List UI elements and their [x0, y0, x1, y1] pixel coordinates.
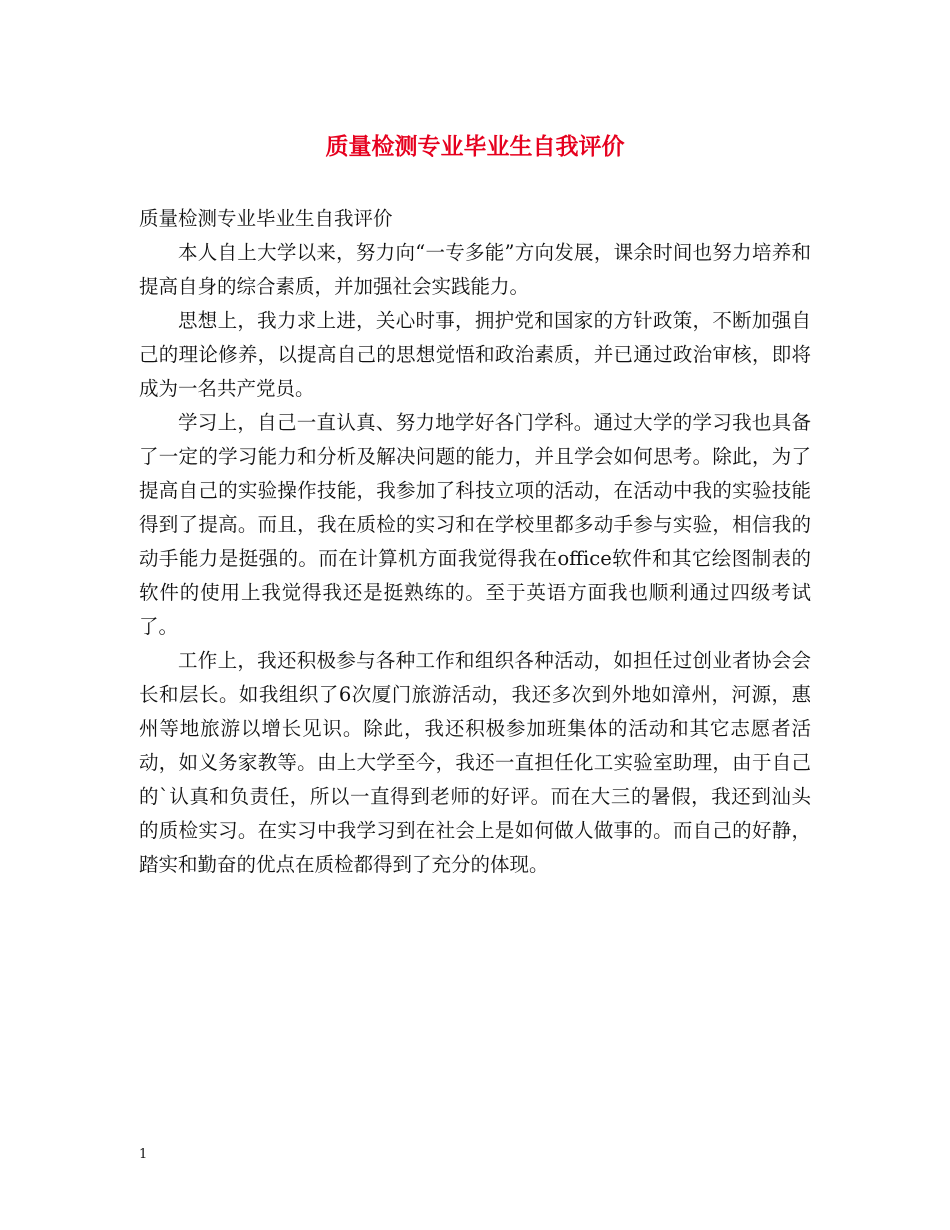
paragraph-thought: 思想上，我力求上进，关心时事，拥护党和国家的方针政策，不断加强自己的理论修养，以提高自己的思想觉悟和政治素质，并已通过政治审核，即将成为一名共产党员。	[139, 309, 811, 400]
page-title: 质量检测专业毕业生自我评价	[325, 134, 625, 160]
document-subtitle: 质量检测专业毕业生自我评价	[139, 207, 393, 230]
paragraph-intro: 本人自上大学以来，努力向“一专多能”方向发展，课余时间也努力培养和提高自身的综合素质，并加强社会实践能力。	[139, 241, 811, 298]
paragraph-study: 学习上，自己一直认真、努力地学好各门学科。通过大学的学习我也具备了一定的学习能力和分析及解决问题的能力，并且学会如何思考。除此，为了提高自己的实验操作技能，我参加了科技立项的活动，在活动中我的实验技能得到了提高。而且，我在质检的实习和在学校里都多动手参与实验，相信我的动手能力是挺强的。而在计算机方面我觉得我在office软件和其它绘图制表的软件的使用上我觉得我还是挺熟练的。至于英语方面我也顺利通过四级考试了。	[139, 411, 811, 638]
paragraph-work: 工作上，我还积极参与各种工作和组织各种活动，如担任过创业者协会会长和层长。如我组织了6次厦门旅游活动，我还多次到外地如漳州，河源，惠州等地旅游以增长见识。除此，我还积极参加班集体的活动和其它志愿者活动，如义务家教等。由上大学至今，我还一直担任化工实验室助理，由于自己的`认真和负责任，所以一直得到老师的好评。而在大三的暑假，我还到汕头的质检实习。在实习中我学习到在社会上是如何做人做事的。而自己的好静，踏实和勤奋的优点在质检都得到了充分的体现。	[139, 649, 811, 876]
document-body	[139, 202, 811, 882]
page-number: 1	[139, 1147, 148, 1162]
